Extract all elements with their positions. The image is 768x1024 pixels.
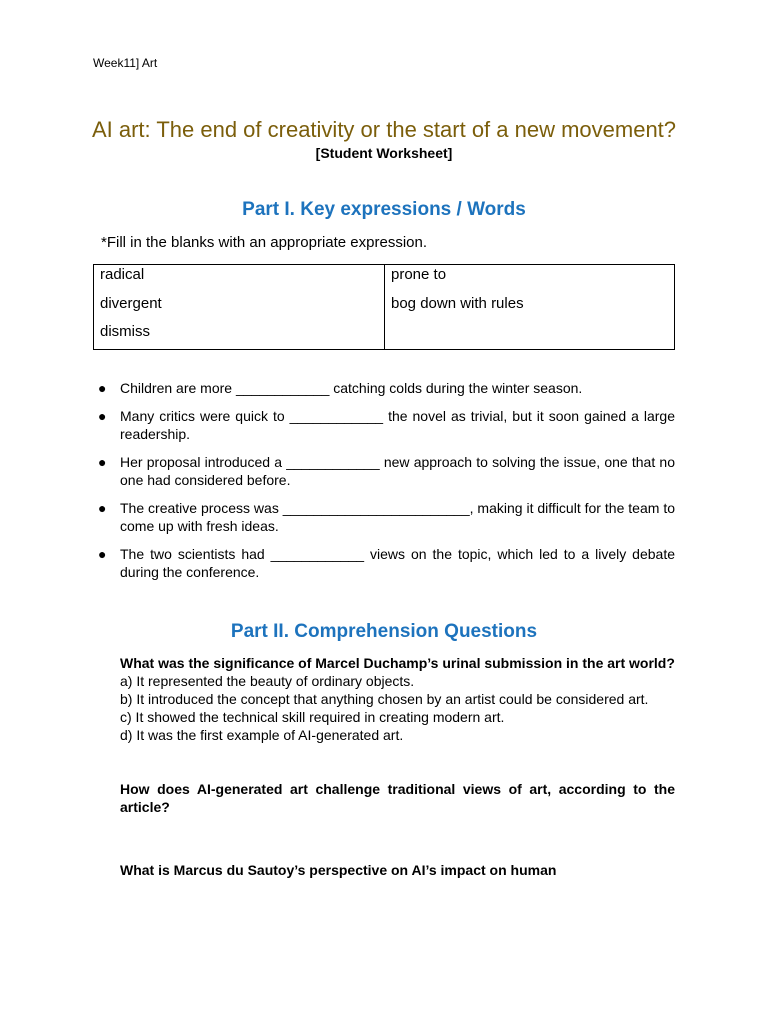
word-bank-item: radical bbox=[100, 266, 145, 283]
word-bank-item: prone to bbox=[391, 266, 447, 283]
word-bank-item: bog down with rules bbox=[391, 294, 524, 312]
answer-option: d) It was the first example of AI-generated art. bbox=[120, 727, 404, 743]
answer-option: b) It introduced the concept that anything chosen by an artist could be considered art. bbox=[120, 691, 649, 707]
worksheet-subtitle: [Student Worksheet] bbox=[315, 145, 453, 161]
comprehension-questions bbox=[120, 654, 675, 915]
sentence-text: The two scientists had ____________ views on the topic, which led to a lively debate during the conference. bbox=[120, 546, 675, 580]
bullet-icon: ● bbox=[98, 546, 107, 562]
word-bank-table bbox=[93, 264, 675, 350]
bullet-icon: ● bbox=[98, 454, 107, 470]
part1-heading: Part I. Key expressions / Words bbox=[242, 199, 526, 220]
word-bank-item: divergent bbox=[100, 294, 162, 312]
word-bank-item: dismiss bbox=[100, 323, 151, 340]
part2-heading: Part II. Comprehension Questions bbox=[230, 621, 538, 642]
fill-in-sentences-list bbox=[98, 379, 675, 591]
bullet-icon: ● bbox=[98, 380, 107, 396]
word-bank-left-column bbox=[94, 265, 385, 349]
list-item bbox=[98, 379, 675, 397]
sentence-text: Children are more ____________ catching colds during the winter season. bbox=[120, 380, 583, 396]
word-bank-right-column bbox=[385, 265, 674, 349]
list-item bbox=[98, 499, 675, 535]
question-block bbox=[120, 861, 675, 879]
list-item bbox=[98, 407, 675, 443]
bullet-icon: ● bbox=[98, 408, 107, 424]
answer-option: c) It showed the technical skill required in creating modern art. bbox=[120, 709, 505, 725]
sentence-text: Many critics were quick to ____________ the novel as trivial, but it soon gained a large readership. bbox=[120, 408, 675, 442]
question-text: What was the significance of Marcel Duchamp’s urinal submission in the art world? bbox=[120, 655, 675, 671]
question-block bbox=[120, 780, 675, 816]
sentence-text: Her proposal introduced a ____________ new approach to solving the issue, one that no one had considered before. bbox=[120, 454, 675, 488]
question-block bbox=[120, 654, 675, 744]
header-label: Week11] Art bbox=[93, 56, 158, 70]
part1-instruction: *Fill in the blanks with an appropriate expression. bbox=[101, 234, 428, 251]
question-text: How does AI-generated art challenge traditional views of art, according to the article? bbox=[120, 781, 675, 815]
list-item bbox=[98, 453, 675, 489]
answer-option: a) It represented the beauty of ordinary objects. bbox=[120, 673, 415, 689]
list-item bbox=[98, 545, 675, 581]
sentence-text: The creative process was ________________________, making it difficult for the team to come up with fresh ideas. bbox=[120, 500, 675, 534]
question-text: What is Marcus du Sautoy’s perspective on AI’s impact on human bbox=[120, 862, 557, 878]
bullet-icon: ● bbox=[98, 500, 107, 516]
worksheet-title: AI art: The end of creativity or the start of a new movement? bbox=[91, 117, 677, 142]
